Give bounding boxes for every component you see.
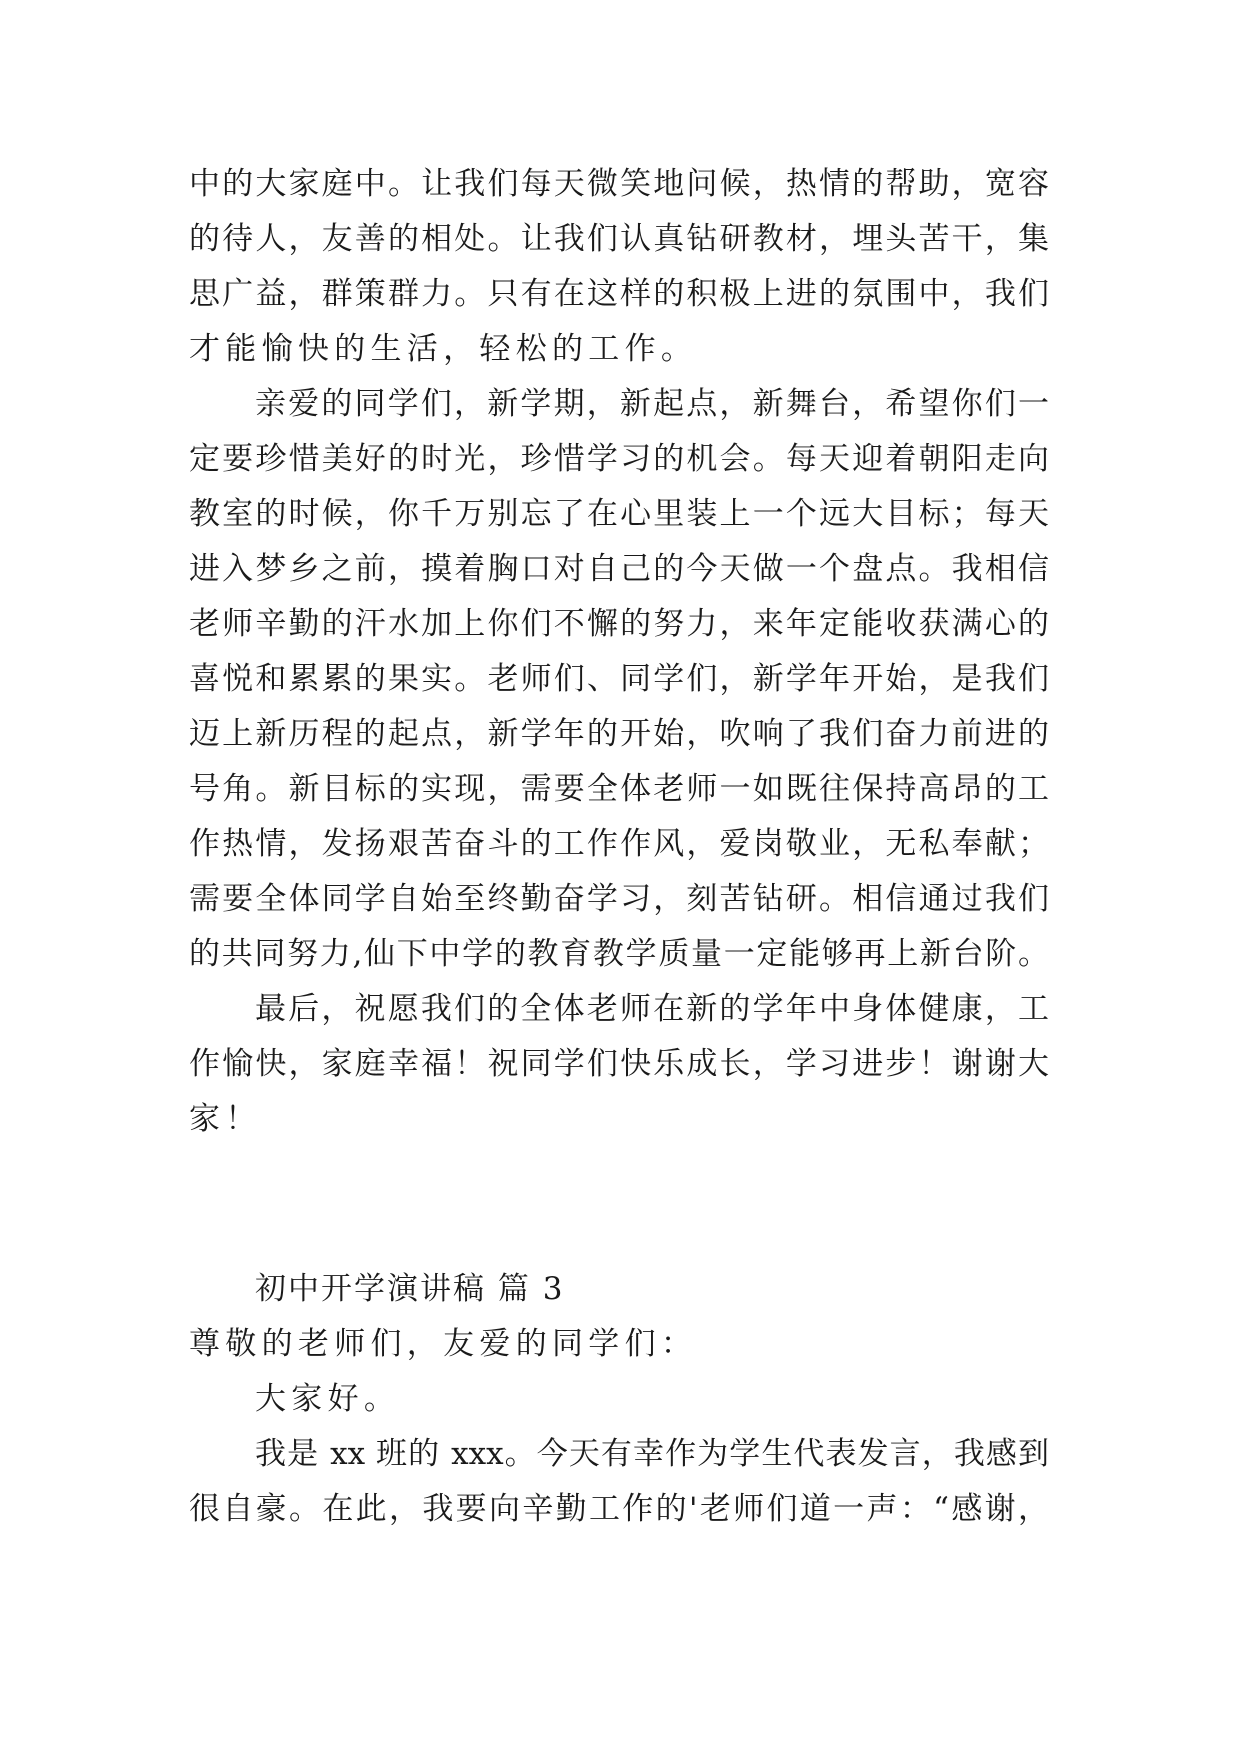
paragraph-start-line: 最后，祝愿我们的全体老师在新的学年中身体健康，工: [255, 991, 1049, 1027]
text-line: 喜悦和累累的果实。老师们、同学们，新学年开始，是我们: [189, 661, 1049, 697]
text-line: 的待人，友善的相处。让我们认真钻研教材，埋头苦干，集: [189, 221, 1049, 257]
text-line: 才能愉快的生活，轻松的工作。: [189, 331, 698, 367]
section-heading: 初中开学演讲稿 篇 3: [255, 1271, 565, 1307]
text-line: 定要珍惜美好的时光，珍惜学习的机会。每天迎着朝阳走向: [189, 441, 1049, 477]
text-line: 家！: [189, 1101, 262, 1137]
text-line: 教室的时候，你千万别忘了在心里装上一个远大目标；每天: [189, 496, 1049, 532]
text-line: 作愉快，家庭幸福！祝同学们快乐成长，学习进步！谢谢大: [189, 1046, 1049, 1082]
text-line: 进入梦乡之前，摸着胸口对自己的今天做一个盘点。我相信: [189, 551, 1049, 587]
text-line: 很自豪。在此，我要向辛勤工作的'老师们道一声：“感谢，: [189, 1491, 1049, 1527]
paragraph-start-line: 亲爱的同学们，新学期，新起点，新舞台，希望你们一: [255, 386, 1049, 422]
text-line: 思广益，群策群力。只有在这样的积极上进的氛围中，我们: [189, 276, 1049, 312]
text-line: 作热情，发扬艰苦奋斗的工作作风，爱岗敬业，无私奉献；: [189, 826, 1049, 862]
text-line: 老师辛勤的汗水加上你们不懈的努力，来年定能收获满心的: [189, 606, 1049, 642]
text-line: 需要全体同学自始至终勤奋学习，刻苦钻研。相信通过我们: [189, 881, 1049, 917]
paragraph-start-line: 我是 xx 班的 xxx。今天有幸作为学生代表发言，我感到: [255, 1436, 1049, 1472]
text-line: 的共同努力,仙下中学的教育教学质量一定能够再上新台阶。: [189, 936, 1049, 972]
body-text-block: [189, 157, 1049, 1147]
salutation-line: 尊敬的老师们，友爱的同学们：: [189, 1326, 698, 1362]
text-line: 迈上新历程的起点，新学年的开始，吹响了我们奋力前进的: [189, 716, 1049, 752]
section-block: [189, 1262, 1049, 1537]
text-line: 号角。新目标的实现，需要全体老师一如既往保持高昂的工: [189, 771, 1049, 807]
greeting-line: 大家好。: [255, 1381, 401, 1417]
text-line: 中的大家庭中。让我们每天微笑地问候，热情的帮助，宽容: [189, 166, 1049, 202]
